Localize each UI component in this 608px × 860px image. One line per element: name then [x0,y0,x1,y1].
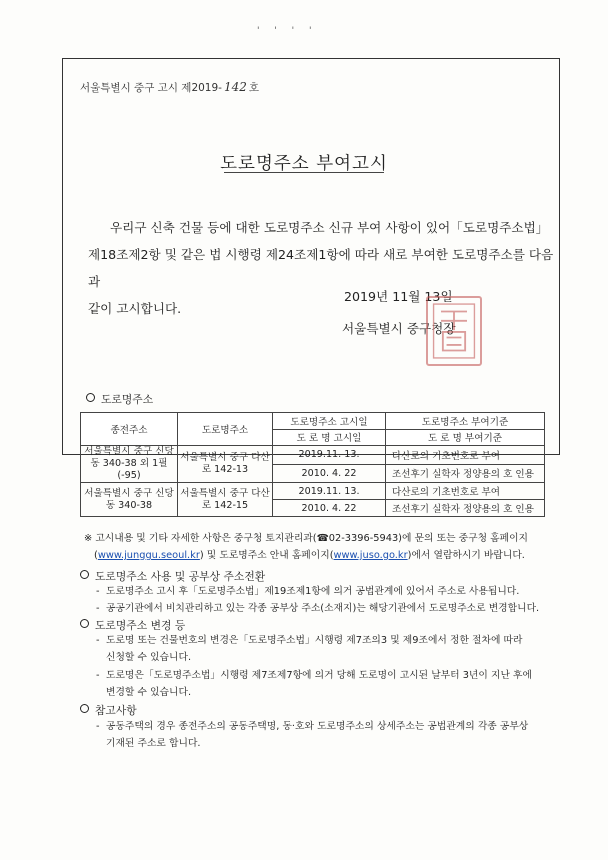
section3-item-2: - 도로명은「도로명주소법」시행령 제7조제7항에 의거 당해 도로명이 고시된 날부터 3년이 지난 후에 [96,670,532,681]
col-notice-date: 도로명주소 고시일 [273,413,386,430]
issuer: 서울특별시 중구청장 [342,321,456,336]
section2-item-1-text: 도로명주소 고시 후「도로명주소법」제19조제1항에 의거 공법관계에 있어서 주소로 사용됩니다. [106,586,520,597]
section2-title [80,569,265,584]
notice-number-prefix: 서울특별시 중구 고시 제2019- [80,82,222,94]
table-cell-basis: 조선후기 실학자 정양용의 호 인용 [386,464,545,483]
page-title: 도로명주소 부여고시 [220,154,388,174]
hollow-circle-icon [86,393,95,402]
section2-title-text: 도로명주소 사용 및 공부상 주소전환 [95,570,266,583]
table-cell-road: 서울특별시 중구 다산로 142-13 [178,446,273,483]
col-road-address: 도로명주소 [178,413,273,446]
note-end-text: )에서 열람하시기 바랍니다. [407,550,525,561]
official-seal-icon [426,296,482,366]
table-cell-basis: 조선후기 실학자 정양용의 호 인용 [386,500,545,517]
col-notice-date-sub: 도 로 명 고시일 [273,429,386,446]
table-cell-basis: 다산로의 기초번호로 부여 [386,446,545,465]
scan-mark: ' ' ' ' [257,26,318,36]
section2-item-2: - 공공기관에서 비치관리하고 있는 각종 공부상 주소(소재지)는 해당기관에서 도로명주소로 변경합니다. [96,603,540,614]
section3-item-1-line-1: 도로명 또는 건물번호의 변경은「도로명주소법」시행령 제7조의3 및 제9조에서 정한 절차에 따라 [106,635,523,646]
section3-item-1: - 도로명 또는 건물번호의 변경은「도로명주소법」시행령 제7조의3 및 제9조에서 정한 절차에 따라 [96,635,523,646]
table-cell-date: 2010. 4. 22 [273,464,386,483]
section2-item-1: - 도로명주소 고시 후「도로명주소법」제19조제1항에 의거 공법관계에 있어서 주소로 사용됩니다. [96,586,520,597]
col-basis: 도로명주소 부여기준 [386,413,545,430]
table-cell-date: 2010. 4. 22 [273,500,386,517]
section3-title [80,618,185,633]
col-basis-sub: 도 로 명 부여기준 [386,429,545,446]
junggu-homepage-link[interactable]: www.junggu.seoul.kr [97,550,200,561]
section3-item-2-cont: 변경할 수 있습니다. [106,687,192,698]
hollow-circle-icon [80,570,89,579]
section4-item-cont: 기재된 주소로 합니다. [106,738,201,749]
hollow-circle-icon [80,704,89,713]
section3-title-text: 도로명주소 변경 등 [95,619,186,632]
table-cell-date: 2019.11. 13. [273,446,386,465]
table-cell-prev: 서울특별시 중구 신당동 340-38 외 1필(-95) [81,446,178,483]
juso-homepage-link[interactable]: www.juso.go.kr [333,550,408,561]
notice-number [80,80,259,95]
note-mid-text: ) 및 도로명주소 안내 홈페이지( [199,550,334,561]
hollow-circle-icon [80,619,89,628]
table-cell-road: 서울특별시 중구 다산로 142-15 [178,483,273,517]
section1-title [86,392,153,407]
notice-date: 2019년 11월 13일 [344,289,453,304]
section4-title [80,703,137,718]
col-prev-address: 종전주소 [81,413,178,446]
address-table [80,412,545,517]
notice-body [88,214,558,322]
note-line-1: ※ 고시내용 및 기타 자세한 사항은 중구청 토지관리과(☎02-3396-5943)에 문의 또는 중구청 홈페이지 [84,533,529,544]
body-line-3: 같이 고시합니다. [88,301,182,316]
section1-title-text: 도로명주소 [101,393,154,406]
table-cell-prev: 서울특별시 중구 신당동 340-38 [81,483,178,517]
section2-item-2-text: 공공기관에서 비치관리하고 있는 각종 공부상 주소(소재지)는 해당기관에서 도로명주소로 변경합니다. [106,603,540,614]
table-cell-date: 2019.11. 13. [273,483,386,500]
body-line-2: 제18조제2항 및 같은 법 시행령 제24조제1항에 따라 새로 부여한 도로명주소를 다음과 [88,247,554,289]
section4-item-line-1: 공동주택의 경우 종전주소의 공동주택명, 동·호와 도로명주소의 상세주소는 공법관계의 각종 공부상 [106,721,529,732]
note-reference [84,530,564,564]
section4-item: - 공동주택의 경우 종전주소의 공동주택명, 동·호와 도로명주소의 상세주소는 공법관계의 각종 공부상 [96,721,529,732]
section3-item-2-line-1: 도로명은「도로명주소법」시행령 제7조제7항에 의거 당해 도로명이 고시된 날부터 3년이 지난 후에 [106,670,532,681]
handwritten-number: 142 [223,80,247,94]
notice-number-suffix: 호 [248,82,260,94]
table-cell-basis: 다산로의 기초번호로 부여 [386,483,545,500]
section3-item-1-cont: 신청할 수 있습니다. [106,652,192,663]
note-line-2: (www.junggu.seoul.kr) 및 도로명주소 안내 홈페이지(www.juso.go.kr)에서 열람하시기 바랍니다. [94,550,525,561]
title-underline [224,172,384,173]
section4-title-text: 참고사항 [95,704,137,717]
body-line-1: 우리구 신축 건물 등에 대한 도로명주소 신규 부여 사항이 있어「도로명주소법」 [110,220,549,235]
